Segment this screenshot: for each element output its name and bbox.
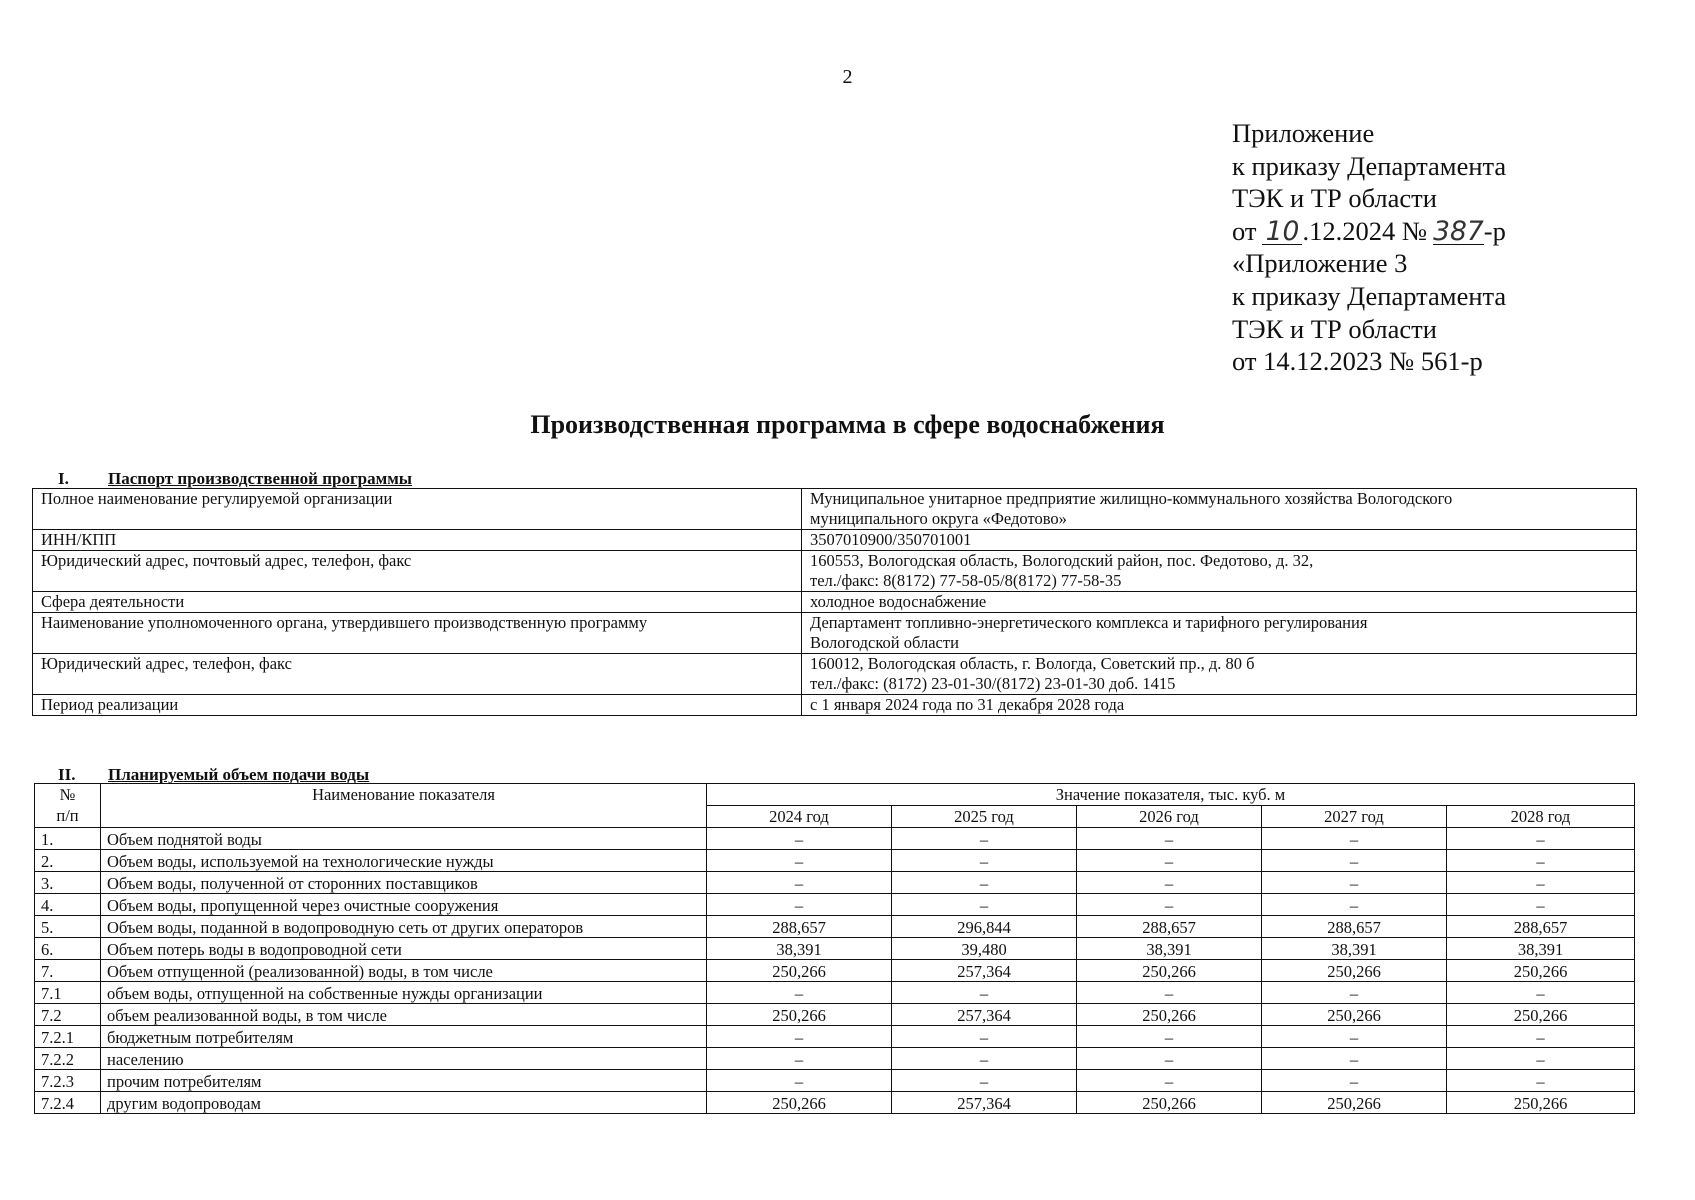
passport-value-line: Муниципальное унитарное предприятие жилищно-коммунального хозяйства Вологодского bbox=[810, 489, 1453, 508]
table-row bbox=[35, 938, 1635, 960]
row-value: – bbox=[1447, 894, 1635, 916]
row-indicator-name: Объем отпущенной (реализованной) воды, в том числе bbox=[101, 960, 707, 982]
passport-row bbox=[33, 654, 1637, 695]
row-indicator-name: другим водопроводам bbox=[101, 1092, 707, 1114]
row-value: – bbox=[1077, 894, 1262, 916]
row-value: – bbox=[1262, 894, 1447, 916]
header-text: п/п bbox=[56, 806, 79, 825]
handwritten-order-number: 387 bbox=[1433, 215, 1484, 247]
table-header-row bbox=[35, 784, 1635, 806]
row-value: – bbox=[1077, 872, 1262, 894]
row-value: 250,266 bbox=[1077, 1004, 1262, 1026]
column-header-year: 2028 год bbox=[1447, 806, 1635, 828]
passport-label: ИНН/КПП bbox=[33, 530, 802, 551]
passport-row bbox=[33, 695, 1637, 716]
passport-value-line: 3507010900/350701001 bbox=[810, 530, 972, 549]
row-value: – bbox=[707, 1048, 892, 1070]
row-value: – bbox=[892, 1070, 1077, 1092]
row-value: – bbox=[1447, 1026, 1635, 1048]
column-header-year: 2025 год bbox=[892, 806, 1077, 828]
row-value: – bbox=[892, 894, 1077, 916]
passport-row bbox=[33, 613, 1637, 654]
appendix-line: от 14.12.2023 № 561-р bbox=[1232, 346, 1483, 377]
table-row bbox=[35, 894, 1635, 916]
row-value: 250,266 bbox=[1447, 960, 1635, 982]
passport-value-line: с 1 января 2024 года по 31 декабря 2028 года bbox=[810, 695, 1125, 714]
passport-value-line: тел./факс: 8(8172) 77-58-05/8(8172) 77-58-35 bbox=[810, 571, 1122, 590]
row-value: 257,364 bbox=[892, 1092, 1077, 1114]
passport-value-line: тел./факс: (8172) 23-01-30/(8172) 23-01-30 доб. 1415 bbox=[810, 674, 1176, 693]
row-number: 7.1 bbox=[35, 982, 101, 1004]
row-indicator-name: Объем потерь воды в водопроводной сети bbox=[101, 938, 707, 960]
section-1-heading bbox=[58, 469, 412, 489]
row-value: 288,657 bbox=[1077, 916, 1262, 938]
row-value: – bbox=[1077, 982, 1262, 1004]
passport-label: Полное наименование регулируемой организации bbox=[33, 489, 802, 530]
row-value: – bbox=[1262, 1070, 1447, 1092]
row-number: 4. bbox=[35, 894, 101, 916]
appendix-block bbox=[1232, 117, 1506, 378]
table-row bbox=[35, 1004, 1635, 1026]
row-number: 7. bbox=[35, 960, 101, 982]
row-value: 250,266 bbox=[1447, 1004, 1635, 1026]
column-header-number bbox=[35, 784, 101, 828]
row-value: – bbox=[707, 894, 892, 916]
handwritten-day: 10 bbox=[1262, 220, 1302, 245]
row-value: 250,266 bbox=[1262, 1004, 1447, 1026]
section-2-heading bbox=[58, 765, 369, 785]
row-value: 250,266 bbox=[707, 960, 892, 982]
passport-value-line: Департамент топливно-энергетического комплекса и тарифного регулирования bbox=[810, 613, 1368, 632]
table-row bbox=[35, 1026, 1635, 1048]
passport-value-line: муниципального округа «Федотово» bbox=[810, 509, 1067, 528]
row-indicator-name: бюджетным потребителям bbox=[101, 1026, 707, 1048]
passport-label: Юридический адрес, почтовый адрес, телефон, факс bbox=[33, 551, 802, 592]
row-indicator-name: Объем воды, поданной в водопроводную сеть от других операторов bbox=[101, 916, 707, 938]
row-indicator-name: Объем воды, полученной от сторонних поставщиков bbox=[101, 872, 707, 894]
table-row bbox=[35, 828, 1635, 850]
passport-label: Наименование уполномоченного органа, утвердившего производственную программу bbox=[33, 613, 802, 654]
row-value: – bbox=[892, 850, 1077, 872]
passport-value-line: 160012, Вологодская область, г. Вологда, Советский пр., д. 80 б bbox=[810, 654, 1255, 673]
row-value: – bbox=[707, 1026, 892, 1048]
appendix-line: «Приложение 3 bbox=[1232, 248, 1408, 279]
row-value: – bbox=[1077, 1048, 1262, 1070]
water-volume-table bbox=[34, 783, 1635, 1114]
row-indicator-name: Объем поднятой воды bbox=[101, 828, 707, 850]
table-row bbox=[35, 872, 1635, 894]
appendix-order-suffix: -р bbox=[1483, 215, 1506, 246]
row-value: – bbox=[1447, 982, 1635, 1004]
row-value: 250,266 bbox=[1447, 1092, 1635, 1114]
row-value: – bbox=[892, 1026, 1077, 1048]
table-row bbox=[35, 1092, 1635, 1114]
row-number: 7.2.1 bbox=[35, 1026, 101, 1048]
passport-label: Сфера деятельности bbox=[33, 592, 802, 613]
section-heading-text: Паспорт производственной программы bbox=[108, 469, 413, 488]
row-value: 38,391 bbox=[707, 938, 892, 960]
table-row bbox=[35, 916, 1635, 938]
row-value: – bbox=[892, 828, 1077, 850]
appendix-line: к приказу Департамента bbox=[1232, 280, 1507, 311]
row-number: 7.2.2 bbox=[35, 1048, 101, 1070]
appendix-order-line bbox=[1232, 215, 1506, 248]
column-header-year: 2024 год bbox=[707, 806, 892, 828]
passport-value bbox=[802, 613, 1637, 654]
passport-value bbox=[802, 551, 1637, 592]
row-value: – bbox=[707, 850, 892, 872]
document-title: Производственная программа в сфере водоснабжения bbox=[530, 410, 1165, 439]
passport-label: Период реализации bbox=[33, 695, 802, 716]
passport-row bbox=[33, 592, 1637, 613]
row-indicator-name: объем реализованной воды, в том числе bbox=[101, 1004, 707, 1026]
row-value: – bbox=[1077, 850, 1262, 872]
row-indicator-name: населению bbox=[101, 1048, 707, 1070]
page-number: 2 bbox=[842, 66, 853, 88]
row-value: – bbox=[1262, 1048, 1447, 1070]
passport-value-line: холодное водоснабжение bbox=[810, 592, 987, 611]
row-value: – bbox=[1447, 850, 1635, 872]
section-number: II. bbox=[58, 765, 76, 784]
row-value: 296,844 bbox=[892, 916, 1077, 938]
appendix-order-date: .12.2024 № bbox=[1302, 215, 1428, 246]
row-value: 288,657 bbox=[1262, 916, 1447, 938]
passport-row bbox=[33, 551, 1637, 592]
table-row bbox=[35, 960, 1635, 982]
row-value: 257,364 bbox=[892, 1004, 1077, 1026]
row-number: 7.2.4 bbox=[35, 1092, 101, 1114]
row-value: 38,391 bbox=[1077, 938, 1262, 960]
passport-value-line: 160553, Вологодская область, Вологодский район, пос. Федотово, д. 32, bbox=[810, 551, 1314, 570]
passport-label: Юридический адрес, телефон, факс bbox=[33, 654, 802, 695]
row-indicator-name: Объем воды, пропущенной через очистные сооружения bbox=[101, 894, 707, 916]
row-number: 3. bbox=[35, 872, 101, 894]
row-number: 7.2.3 bbox=[35, 1070, 101, 1092]
row-value: 250,266 bbox=[1262, 1092, 1447, 1114]
header-text: № bbox=[59, 785, 76, 804]
row-value: 257,364 bbox=[892, 960, 1077, 982]
passport-value bbox=[802, 489, 1637, 530]
row-value: – bbox=[1262, 872, 1447, 894]
row-value: – bbox=[707, 1070, 892, 1092]
row-number: 6. bbox=[35, 938, 101, 960]
row-value: – bbox=[1262, 1026, 1447, 1048]
row-number: 2. bbox=[35, 850, 101, 872]
row-value: – bbox=[707, 828, 892, 850]
table-row bbox=[35, 1070, 1635, 1092]
row-indicator-name: прочим потребителям bbox=[101, 1070, 707, 1092]
table-row bbox=[35, 850, 1635, 872]
row-number: 1. bbox=[35, 828, 101, 850]
passport-value bbox=[802, 592, 1637, 613]
row-value: – bbox=[1262, 850, 1447, 872]
appendix-order-prefix: от bbox=[1232, 215, 1257, 246]
row-value: – bbox=[1077, 1026, 1262, 1048]
column-header-year: 2026 год bbox=[1077, 806, 1262, 828]
row-value: – bbox=[1447, 828, 1635, 850]
row-value: – bbox=[892, 982, 1077, 1004]
row-value: 250,266 bbox=[1262, 960, 1447, 982]
row-value: – bbox=[892, 1048, 1077, 1070]
section-heading-text: Планируемый объем подачи воды bbox=[108, 765, 370, 784]
passport-value bbox=[802, 530, 1637, 551]
row-value: – bbox=[1447, 1048, 1635, 1070]
row-value: 288,657 bbox=[1447, 916, 1635, 938]
table-row bbox=[35, 982, 1635, 1004]
section-number: I. bbox=[58, 469, 69, 488]
appendix-line: ТЭК и ТР области bbox=[1232, 313, 1437, 344]
row-value: – bbox=[1077, 1070, 1262, 1092]
column-header-year: 2027 год bbox=[1262, 806, 1447, 828]
row-value: – bbox=[892, 872, 1077, 894]
row-value: – bbox=[1077, 828, 1262, 850]
row-value: 38,391 bbox=[1262, 938, 1447, 960]
appendix-line: Приложение bbox=[1232, 118, 1375, 148]
row-indicator-name: Объем воды, используемой на технологические нужды bbox=[101, 850, 707, 872]
row-value: 39,480 bbox=[892, 938, 1077, 960]
row-value: 250,266 bbox=[1077, 960, 1262, 982]
appendix-line: к приказу Департамента bbox=[1232, 150, 1507, 181]
row-value: 288,657 bbox=[707, 916, 892, 938]
column-header-name: Наименование показателя bbox=[101, 784, 707, 828]
row-value: 250,266 bbox=[1077, 1092, 1262, 1114]
row-value: – bbox=[1447, 1070, 1635, 1092]
row-number: 7.2 bbox=[35, 1004, 101, 1026]
passport-row bbox=[33, 530, 1637, 551]
row-indicator-name: объем воды, отпущенной на собственные нужды организации bbox=[101, 982, 707, 1004]
row-value: 250,266 bbox=[707, 1092, 892, 1114]
row-number: 5. bbox=[35, 916, 101, 938]
row-value: 250,266 bbox=[707, 1004, 892, 1026]
column-header-value-group: Значение показателя, тыс. куб. м bbox=[707, 784, 1635, 806]
row-value: – bbox=[1262, 982, 1447, 1004]
passport-value bbox=[802, 654, 1637, 695]
row-value: – bbox=[1262, 828, 1447, 850]
row-value: 38,391 bbox=[1447, 938, 1635, 960]
passport-value-line: Вологодской области bbox=[810, 633, 959, 652]
passport-table bbox=[32, 488, 1637, 716]
row-value: – bbox=[707, 872, 892, 894]
passport-row bbox=[33, 489, 1637, 530]
row-value: – bbox=[707, 982, 892, 1004]
table-row bbox=[35, 1048, 1635, 1070]
row-value: – bbox=[1447, 872, 1635, 894]
passport-value bbox=[802, 695, 1637, 716]
appendix-line: ТЭК и ТР области bbox=[1232, 183, 1437, 214]
